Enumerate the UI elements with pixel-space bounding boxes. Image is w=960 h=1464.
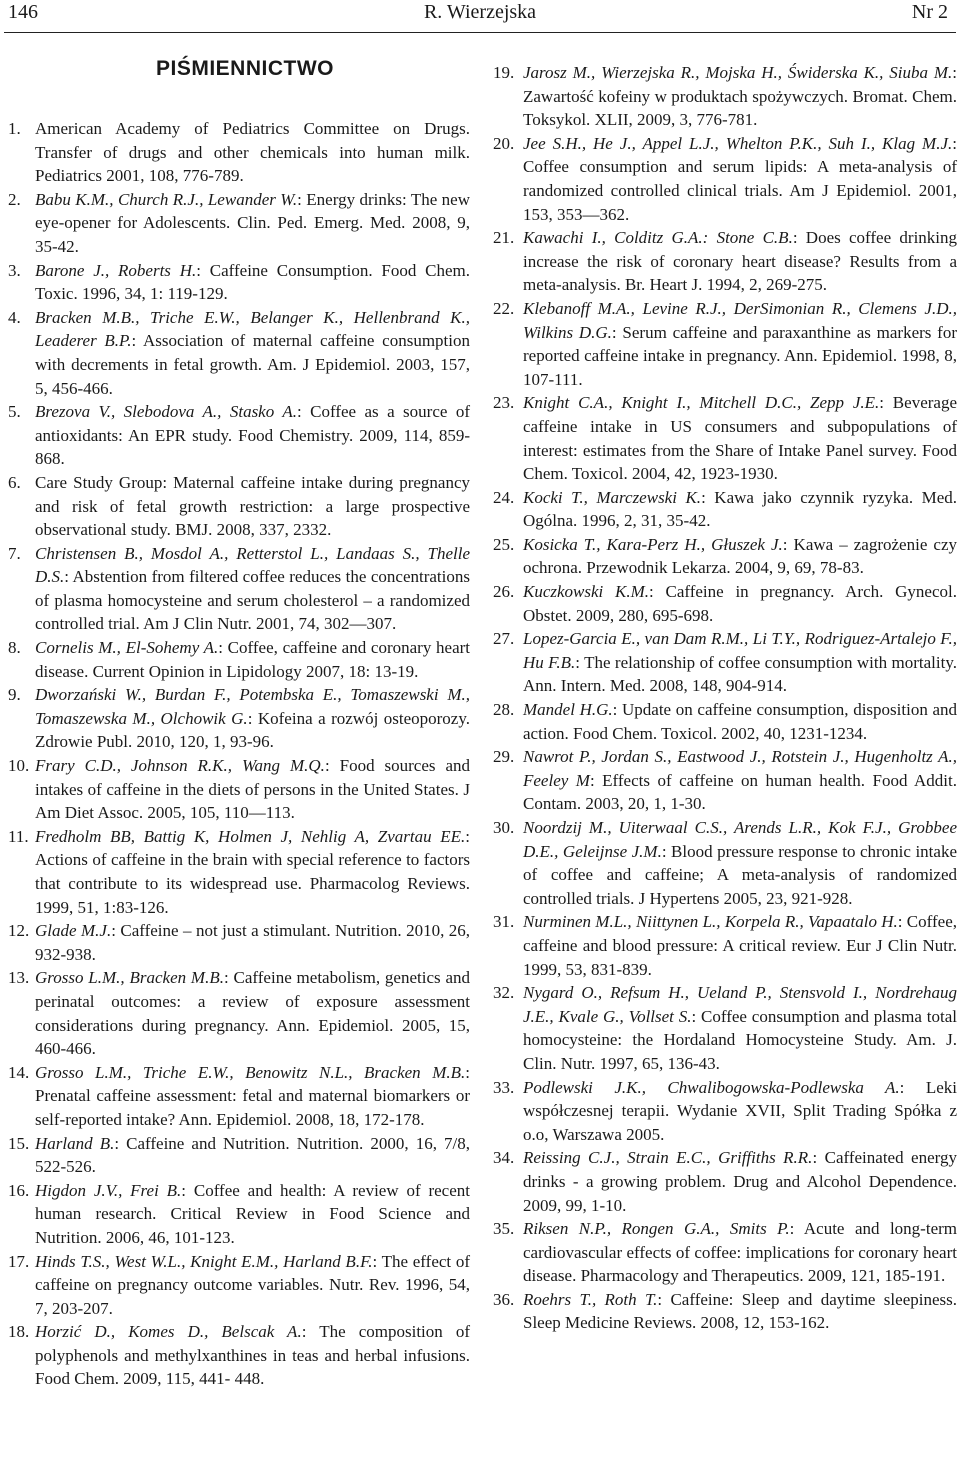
reference-item bbox=[493, 486, 957, 533]
reference-text bbox=[35, 259, 470, 306]
reference-text bbox=[523, 745, 957, 816]
reference-citation: : Food sources and intakes of caffeine in the diets of persons in the United States. J Am Diet Assoc. 2005, 105, 110—113. bbox=[35, 756, 470, 823]
reference-number: 25. bbox=[493, 534, 515, 554]
reference-text bbox=[523, 580, 957, 627]
reference-number: 14. bbox=[8, 1062, 30, 1082]
reference-number: 17. bbox=[8, 1251, 30, 1271]
reference-text bbox=[35, 1132, 470, 1179]
reference-number: 33. bbox=[493, 1077, 515, 1097]
reference-authors: Dworzański W., Burdan F., Potembska E., Tomaszewski M., Tomaszewska M., Olchowik G. bbox=[35, 685, 470, 728]
reference-text bbox=[35, 825, 470, 919]
reference-authors: Babu K.M., Church R.J., Lewander W. bbox=[35, 189, 298, 209]
issue-number: Nr 2 bbox=[911, 1, 948, 23]
reference-text bbox=[35, 471, 470, 542]
reference-item bbox=[493, 580, 957, 627]
reference-authors: Kocki T., Marczewski K. bbox=[523, 487, 702, 507]
running-head: R. Wierzejska bbox=[423, 1, 537, 23]
reference-citation: : The composition of polyphenols and methylxanthines in teas and herbal infusions. Food Chem. 2009, 115, 441- 448. bbox=[35, 1322, 471, 1389]
reference-authors: Nygard O., Refsum H., Ueland P., Stensvold I., Nordrehaug J.E., Kvale G., Vollset S. bbox=[523, 983, 957, 1026]
reference-citation: : Does coffee drinking increase the risk of coronary heart disease? Results from a meta-analysis. Br. Heart J. 1994, 2, 269-275. bbox=[523, 228, 958, 295]
reference-text bbox=[35, 1320, 470, 1391]
reference-item bbox=[493, 132, 957, 226]
reference-item bbox=[8, 825, 470, 919]
reference-citation: : Kawa – zagrożenie czy ochrona. Przewodnik Lekarza. 2004, 9, 69, 78-83. bbox=[523, 534, 957, 578]
reference-authors: Christensen B., Mosdol A., Retterstol L., Landaas S., Thelle D.S. bbox=[35, 543, 470, 587]
reference-number: 20. bbox=[493, 133, 515, 153]
page-number: 146 bbox=[8, 1, 38, 23]
reference-list-left bbox=[8, 117, 470, 1391]
reference-authors: Grosso L.M., Bracken M.B. bbox=[35, 968, 224, 988]
reference-number: 29. bbox=[493, 747, 515, 767]
reference-item bbox=[493, 698, 957, 745]
reference-citation: : Coffee consumption and plasma total homocysteine: the Hordaland Homocysteine Study. Am. J. Clin. Nutr. 1997, 65, 136-43. bbox=[523, 1006, 957, 1073]
reference-item bbox=[8, 1132, 470, 1179]
reference-citation: : Blood pressure response to chronic intake of coffee and caffeine; A meta-analysis of randomized controlled trials. J Hypertens 2005, 23, 921-928. bbox=[523, 841, 957, 908]
reference-text bbox=[523, 391, 957, 485]
reference-authors: Hinds T.S., West W.L., Knight E.M., Harland B.F. bbox=[35, 1251, 373, 1271]
reference-authors: Bracken M.B., Triche E.W., Belanger K., Hellenbrand K., Leaderer B.P. bbox=[35, 307, 470, 351]
reference-authors: Nawrot P., Jordan S., Eastwood J., Rotstein J., Hugenholtz A., Feeley M bbox=[523, 747, 957, 790]
reference-text bbox=[523, 486, 957, 533]
reference-text bbox=[35, 919, 470, 966]
reference-item bbox=[493, 627, 957, 698]
reference-authors: Klebanoff M.A., Levine R.J., DerSimonian R., Clemens J.D., Wilkins D.G. bbox=[523, 298, 957, 342]
reference-citation: : Acute and long-term cardiovascular effects of coffee: implications for coronary heart disease. Pharmacology and Therapeutics. 2009, 121, 185-191. bbox=[523, 1219, 957, 1286]
reference-authors: Riksen N.P., Rongen G.A., Smits P. bbox=[523, 1219, 790, 1239]
reference-citation: : Caffeine and Nutrition. Nutrition. 2000, 16, 7/8, 522-526. bbox=[35, 1133, 470, 1177]
reference-authors: Kawachi I., Colditz G.A.: Stone C.B. bbox=[523, 228, 793, 248]
reference-citation: : Caffeine metabolism, genetics and perinatal outcomes: a review of exposure assessment considerations during pregnancy. Ann. Epidemiol. 2005, 15, 460-466. bbox=[35, 968, 470, 1059]
reference-citation: : Serum caffeine and paraxanthine as markers for reported caffeine intake in pregnancy. Ann. Epidemiol. 1998, 8, 107-111. bbox=[523, 322, 957, 389]
reference-number: 32. bbox=[493, 983, 515, 1003]
reference-authors: Harland B. bbox=[35, 1133, 115, 1153]
reference-number: 15. bbox=[8, 1133, 30, 1153]
reference-item bbox=[8, 966, 470, 1060]
reference-authors: Lopez-Garcia E., van Dam R.M., Li T.Y., Rodriguez-Artalejo F., Hu F.B. bbox=[523, 629, 957, 672]
reference-authors: Nurminen M.L., Niittynen L., Korpela R., Vapaatalo H. bbox=[523, 912, 898, 932]
reference-item bbox=[8, 1179, 470, 1250]
reference-item bbox=[493, 816, 957, 910]
reference-text bbox=[523, 981, 957, 1075]
reference-text bbox=[35, 306, 470, 400]
reference-text bbox=[523, 1217, 957, 1288]
reference-item bbox=[8, 471, 470, 542]
reference-text bbox=[523, 1076, 957, 1147]
reference-authors: Cornelis M., El-Sohemy A. bbox=[35, 638, 219, 658]
reference-citation: : Energy drinks: The new eye-opener for Adolescents. Clin. Ped. Emerg. Med. 2008, 9, 35-42. bbox=[35, 189, 470, 256]
reference-text bbox=[523, 816, 957, 910]
reference-text bbox=[523, 627, 957, 698]
header-rule bbox=[4, 32, 956, 33]
reference-citation: : The relationship of coffee consumption with mortality. Ann. Intern. Med. 2008, 148, 904-914. bbox=[523, 652, 957, 696]
reference-text bbox=[523, 698, 957, 745]
reference-authors: Reissing C.J., Strain E.C., Griffiths R.R. bbox=[523, 1148, 813, 1168]
reference-number: 3. bbox=[8, 260, 21, 280]
reference-number: 5. bbox=[8, 402, 21, 422]
reference-list-right bbox=[493, 61, 957, 1335]
reference-item bbox=[8, 117, 470, 188]
reference-number: 8. bbox=[8, 638, 21, 658]
reference-item bbox=[8, 636, 470, 683]
reference-item bbox=[493, 1217, 957, 1288]
reference-citation: : Association of maternal caffeine consumption with decrements in fetal growth. Am. J Epidemiol. 2003, 157, 5, 456-466. bbox=[35, 331, 470, 398]
reference-number: 1. bbox=[8, 119, 21, 138]
reference-citation: : The effect of caffeine on pregnancy outcome variables. Nutr. Rev. 1996, 54, 7, 203-207. bbox=[35, 1251, 470, 1318]
reference-authors: Noordzij M., Uiterwaal C.S., Arends L.R., Kok F.J., Grobbee D.E., Geleijnse J.M. bbox=[523, 818, 957, 861]
section-title: PIŚMIENNICTWO bbox=[156, 57, 334, 80]
reference-text bbox=[523, 61, 957, 132]
reference-citation: : Caffeine Consumption. Food Chem. Toxic. 1996, 34, 1: 119-129. bbox=[35, 260, 470, 304]
reference-text bbox=[35, 542, 470, 636]
reference-number: 26. bbox=[493, 582, 515, 602]
reference-text bbox=[523, 533, 957, 580]
left-column bbox=[8, 54, 470, 1391]
reference-item bbox=[493, 1076, 957, 1147]
reference-authors: Kuczkowski K.M. bbox=[523, 582, 650, 602]
reference-item bbox=[8, 1250, 470, 1321]
reference-text bbox=[523, 226, 957, 297]
reference-authors: Barone J., Roberts H. bbox=[35, 260, 197, 280]
reference-citation: : Coffee, caffeine and blood pressure: A critical review. Eur J Clin Nutr. 1999, 53, 831-839. bbox=[523, 912, 957, 979]
reference-authors: Brezova V., Slebodova A., Stasko A. bbox=[35, 402, 297, 422]
reference-text bbox=[523, 132, 957, 226]
reference-number: 13. bbox=[8, 968, 30, 988]
reference-authors: Fredholm BB, Battig K, Holmen J, Nehlig A, Zvartau EE. bbox=[35, 826, 466, 846]
reference-item bbox=[8, 754, 470, 825]
reference-citation: : Caffeinated energy drinks - a growing problem. Drug and Alcohol Dependence. 2009, 99, 1-10. bbox=[523, 1148, 957, 1215]
reference-authors: Jee S.H., He J., Appel L.J., Whelton P.K., Suh I., Klag M.J. bbox=[523, 133, 953, 153]
reference-item bbox=[493, 745, 957, 816]
reference-item bbox=[8, 919, 470, 966]
reference-citation: : Prenatal caffeine assessment: fetal and maternal biomarkers or self-reported intake? Ann. Epidemiol. 2008, 18, 172-178. bbox=[35, 1062, 470, 1129]
reference-authors: Kosicka T., Kara-Perz H., Głuszek J. bbox=[523, 534, 783, 554]
reference-text bbox=[35, 117, 470, 188]
reference-authors: Mandel H.G. bbox=[523, 700, 613, 720]
reference-citation: : Kofeina a rozwój osteoporozy. Zdrowie Publ. 2010, 120, 1, 93-96. bbox=[35, 708, 470, 752]
reference-number: 11. bbox=[8, 826, 29, 846]
reference-authors: Grosso L.M., Triche E.W., Benowitz N.L., Bracken M.B. bbox=[35, 1062, 466, 1082]
reference-authors: Higdon J.V., Frei B. bbox=[35, 1180, 182, 1200]
reference-item bbox=[493, 1146, 957, 1217]
reference-text bbox=[35, 1061, 470, 1132]
reference-text bbox=[35, 966, 470, 1060]
reference-text bbox=[523, 910, 957, 981]
reference-text bbox=[35, 636, 470, 683]
reference-number: 36. bbox=[493, 1289, 515, 1309]
reference-number: 23. bbox=[493, 393, 515, 413]
reference-text bbox=[523, 297, 957, 391]
reference-item bbox=[8, 1061, 470, 1132]
reference-citation: : Coffee consumption and serum lipids: A meta-analysis of randomized controlled clinical trials. Am J Epidemiol. 2001, 153, 353—362. bbox=[523, 133, 957, 224]
reference-citation: : Coffee as a source of antioxidants: An EPR study. Food Chemistry. 2009, 114, 859-868. bbox=[35, 402, 470, 469]
reference-citation: : Leki współczesnej terapii. Wydanie XVII, Split Trading Spółka z o.o, Warszawa 2005. bbox=[523, 1077, 957, 1144]
reference-citation: : Effects of caffeine on human health. Food Addit. Contam. 2003, 20, 1, 1-30. bbox=[523, 770, 957, 814]
reference-number: 24. bbox=[493, 487, 515, 507]
reference-item bbox=[8, 542, 470, 636]
reference-text bbox=[35, 1179, 470, 1250]
reference-authors: Horzić D., Komes D., Belscak A. bbox=[35, 1322, 302, 1342]
reference-authors: Frary C.D., Johnson R.K., Wang M.Q. bbox=[35, 756, 325, 776]
reference-number: 31. bbox=[493, 912, 515, 932]
reference-item bbox=[8, 188, 470, 259]
reference-authors: Knight C.A., Knight I., Mitchell D.C., Zepp J.E. bbox=[523, 393, 880, 413]
reference-item bbox=[493, 226, 957, 297]
reference-citation: : Coffee, caffeine and coronary heart disease. Current Opinion in Lipidology 2007, 18: 13-19. bbox=[35, 638, 470, 681]
reference-citation: : Abstention from filtered coffee reduces the concentrations of plasma homocysteine and serum cholesterol – a randomized controlled trial. Am J Clin Nutr. 2001, 74, 302—307. bbox=[35, 567, 470, 634]
reference-citation: : Beverage caffeine intake in US consumers and subpopulations of interest: estimates from the Share of Intake Panel survey. Food Chem. Toxicol. 2004, 42, 1923-1930. bbox=[523, 393, 957, 484]
reference-number: 12. bbox=[8, 921, 30, 941]
reference-number: 9. bbox=[8, 685, 21, 705]
reference-number: 2. bbox=[8, 189, 21, 209]
reference-number: 28. bbox=[493, 700, 515, 720]
reference-item bbox=[8, 306, 470, 400]
reference-citation: Care Study Group: Maternal caffeine intake during pregnancy and risk of fetal growth restriction: a large prospective observational study. BMJ. 2008, 337, 2332. bbox=[35, 472, 470, 540]
right-column bbox=[493, 61, 957, 1335]
reference-item bbox=[493, 391, 957, 485]
reference-item bbox=[493, 1288, 957, 1335]
reference-citation: : Kawa jako czynnik ryzyka. Med. Ogólna. 1996, 2, 31, 35-42. bbox=[523, 487, 957, 531]
reference-item bbox=[8, 259, 470, 306]
reference-item bbox=[8, 683, 470, 754]
reference-number: 35. bbox=[493, 1219, 515, 1239]
reference-item bbox=[493, 910, 957, 981]
reference-citation: : Coffee and health: A review of recent human research. Critical Review in Food Science and Nutrition. 2006, 46, 101-123. bbox=[35, 1180, 471, 1247]
reference-authors: Roehrs T., Roth T. bbox=[523, 1289, 658, 1309]
reference-number: 7. bbox=[8, 543, 21, 563]
reference-number: 6. bbox=[8, 472, 21, 492]
reference-citation: American Academy of Pediatrics Committee on Drugs. Transfer of drugs and other chemicals into human milk. Pediatrics 2001, 108, 776-789. bbox=[35, 119, 470, 186]
reference-item bbox=[493, 533, 957, 580]
reference-text bbox=[35, 1250, 470, 1321]
reference-authors: Jarosz M., Wierzejska R., Mojska H., Świderska K., Siuba M. bbox=[523, 63, 953, 82]
reference-text bbox=[35, 754, 470, 825]
reference-authors: Podlewski J.K., Chwalibogowska-Podlewska A. bbox=[523, 1077, 900, 1097]
reference-authors: Glade M.J. bbox=[35, 921, 112, 941]
reference-item bbox=[493, 297, 957, 391]
reference-text bbox=[35, 400, 470, 471]
reference-item bbox=[493, 61, 957, 132]
reference-number: 30. bbox=[493, 818, 515, 837]
reference-text bbox=[35, 683, 470, 754]
reference-number: 19. bbox=[493, 63, 515, 82]
reference-text bbox=[523, 1146, 957, 1217]
reference-number: 21. bbox=[493, 228, 515, 248]
reference-citation: : Caffeine in pregnancy. Arch. Gynecol. Obstet. 2009, 280, 695-698. bbox=[523, 582, 957, 625]
reference-number: 34. bbox=[493, 1148, 515, 1168]
reference-item bbox=[493, 981, 957, 1075]
reference-item bbox=[8, 1320, 470, 1391]
reference-citation: : Actions of caffeine in the brain with special reference to factors that contribute to its widespread use. Pharmacolog Reviews. 1999, 51, 1:83-126. bbox=[35, 826, 470, 917]
reference-item bbox=[8, 400, 470, 471]
reference-number: 27. bbox=[493, 629, 515, 649]
reference-text bbox=[35, 188, 470, 259]
reference-text bbox=[523, 1288, 957, 1335]
reference-citation: : Zawartość kofeiny w produktach spożywczych. Bromat. Chem. Toksykol. XLII, 2009, 3, 776-781. bbox=[523, 63, 957, 130]
reference-number: 16. bbox=[8, 1180, 30, 1200]
reference-number: 10. bbox=[8, 756, 30, 776]
reference-citation: : Update on caffeine consumption, disposition and action. Food Chem. Toxicol. 2002, 40, 1231-1234. bbox=[523, 700, 958, 743]
reference-number: 18. bbox=[8, 1322, 30, 1342]
page-header bbox=[0, 0, 960, 40]
reference-number: 4. bbox=[8, 307, 21, 327]
reference-citation: : Caffeine: Sleep and daytime sleepiness. Sleep Medicine Reviews. 2008, 12, 153-162. bbox=[523, 1289, 957, 1333]
reference-citation: : Caffeine – not just a stimulant. Nutrition. 2010, 26, 932-938. bbox=[35, 921, 471, 964]
reference-number: 22. bbox=[493, 298, 515, 318]
